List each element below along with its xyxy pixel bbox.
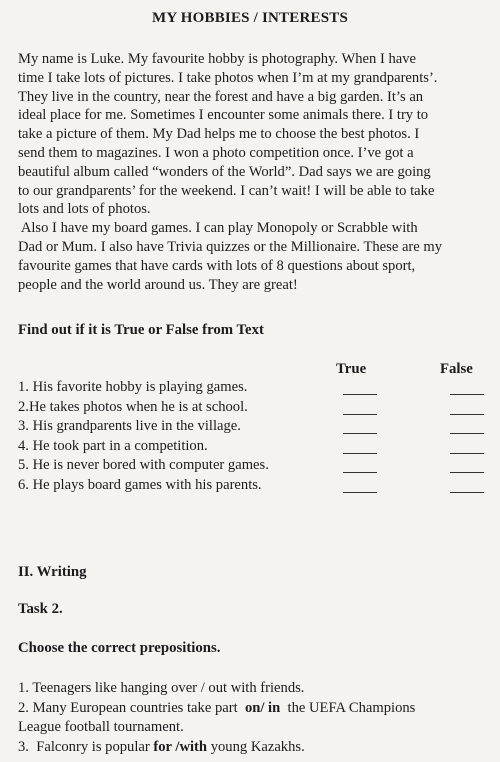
story-line: send them to magazines. I won a photo competition once. I’ve got a [18, 144, 414, 161]
story-line: Dad or Mum. I also have Trivia quizzes or the Millionaire. These are my [18, 238, 443, 255]
story-line: ideal place for me. Sometimes I encounter some animals there. I try to [18, 107, 429, 124]
true-column-header: True [336, 361, 367, 377]
preposition-choice: on/ in [244, 699, 281, 716]
statement-list [18, 378, 269, 495]
false-answer-blank[interactable] [450, 472, 484, 473]
story-line: beautiful album called “wonders of the World”. Dad says we are going [18, 163, 431, 180]
task1-heading: Find out if it is True or False from Text [18, 322, 264, 338]
false-answer-blank[interactable] [450, 492, 484, 493]
statement-item: 5. He is never bored with computer games. [18, 457, 269, 473]
story-line: lots and lots of photos. [18, 201, 151, 218]
story-line: to our grandparents’ for the weekend. I can’t wait! I will be able to take [18, 182, 435, 199]
page-title: MY HOBBIES / INTERESTS [152, 10, 348, 26]
false-answer-blank[interactable] [450, 394, 484, 395]
story-text [18, 50, 500, 294]
preposition-item: 3. Falconry is popular for /with young Kazakhs. [18, 738, 305, 755]
true-answer-blank[interactable] [343, 394, 377, 395]
false-answer-blank[interactable] [450, 453, 484, 454]
true-answer-blank[interactable] [343, 414, 377, 415]
task2-label: Task 2. [18, 601, 63, 617]
preposition-list [18, 679, 415, 757]
story-line: Also I have my board games. I can play Monopoly or Scrabble with [18, 220, 418, 237]
preposition-item: League football tournament. [18, 719, 184, 735]
statement-item: 3. His grandparents live in the village. [18, 418, 241, 434]
preposition-item: 2. Many European countries take part on/ in the UEFA Champions [18, 699, 416, 716]
story-line: time I take lots of pictures. I take photos when I’m at my grandparents’. [18, 69, 438, 86]
section2-heading: II. Writing [18, 564, 87, 580]
false-column-header: False [440, 361, 473, 377]
statement-item: 6. He plays board games with his parents. [18, 476, 262, 493]
story-line: favourite games that have cards with lots of 8 questions about sport, [18, 257, 416, 274]
statement-item: 2.He takes photos when he is at school. [18, 398, 248, 415]
story-line: They live in the country, near the forest and have a big garden. It’s an [18, 88, 424, 105]
statement-item: 4. He took part in a competition. [18, 437, 208, 454]
true-answer-blank[interactable] [343, 453, 377, 454]
true-answer-blank[interactable] [343, 433, 377, 434]
preposition-choice: for /with [153, 738, 208, 755]
story-line: take a picture of them. My Dad helps me to choose the best photos. I [18, 126, 420, 143]
story-line: people and the world around us. They are great! [18, 276, 298, 293]
preposition-item: 1. Teenagers like hanging over / out with friends. [18, 680, 305, 696]
story-line: My name is Luke. My favourite hobby is photography. When I have [18, 51, 416, 67]
false-answer-blank[interactable] [450, 414, 484, 415]
false-answer-blank[interactable] [450, 433, 484, 434]
statement-item: 1. His favorite hobby is playing games. [18, 379, 248, 395]
true-answer-blank[interactable] [343, 472, 377, 473]
true-answer-blank[interactable] [343, 492, 377, 493]
task2-instruction: Choose the correct prepositions. [18, 640, 221, 656]
